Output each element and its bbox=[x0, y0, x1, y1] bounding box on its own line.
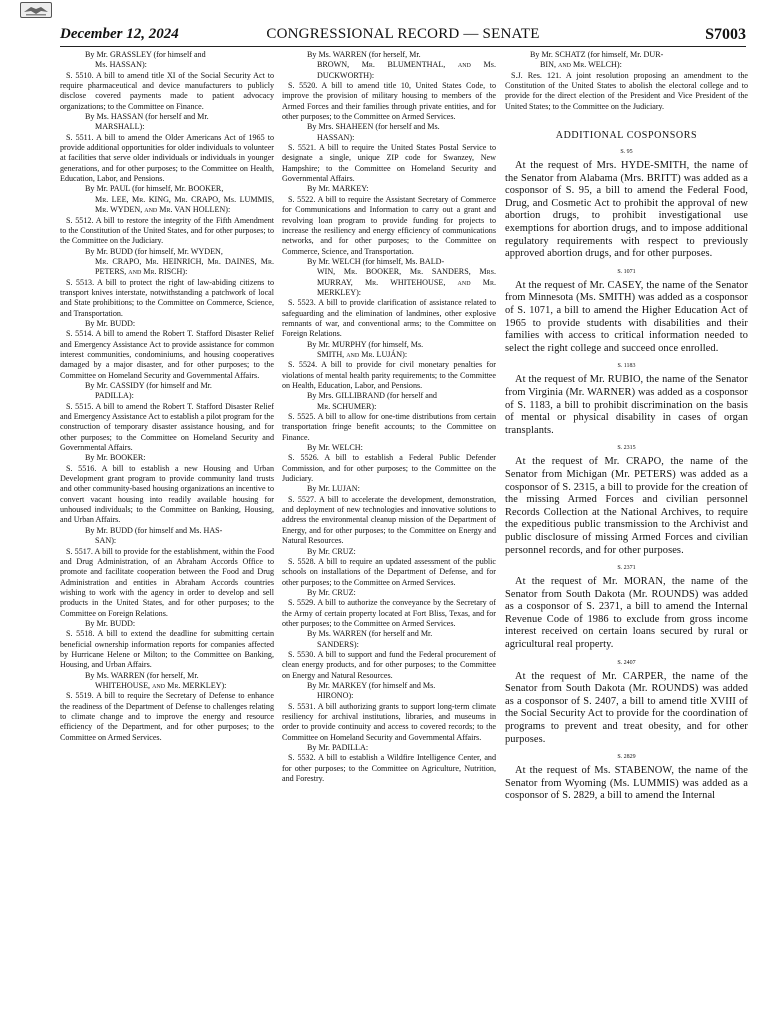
sponsor-intro-line: By Mr. CRUZ: bbox=[307, 587, 356, 597]
bill-text: S. 5511. A bill to amend the Older Americans Act of 1965 to provide additional opportunities for older individuals to volunteer at facilities that serve older individuals or individuals in younger generations, and for other purposes; to the Committee on Health, Education, Labor, and Pensions. bbox=[60, 132, 274, 184]
sponsor-intro-line: By Mr. WELCH (for himself, Ms. BALD- bbox=[307, 256, 445, 266]
cosponsor-bill-number: S. 2407 bbox=[617, 659, 636, 666]
cosponsor-bill-number: S. 2371 bbox=[617, 565, 636, 572]
sponsor-intro-line: By Mr. CRUZ: bbox=[307, 546, 356, 556]
sponsor-intro-line: By Mr. BUDD (for himself, Mr. WYDEN, bbox=[85, 246, 223, 256]
sponsor-intro bbox=[282, 50, 496, 81]
sponsor-intro-line: By Mrs. SHAHEEN (for herself and Ms. bbox=[307, 122, 440, 132]
bill-text: S. 5531. A bill authorizing grants to support long-term climate resiliency for archival institutions, libraries, and museums in order to provide continuity and access to covered records; to the Committee on Homeland Security and Governmental Affairs. bbox=[282, 701, 496, 742]
sponsor-intro bbox=[505, 50, 748, 71]
bill-text: S. 5519. A bill to require the Secretary of Defense to enhance the readiness of the Department of Defense to challenges relating to climate change and to improve the energy and resource efficiency of the Department, and for other purposes; to the Committee on Armed Services. bbox=[60, 691, 274, 742]
cosponsor-bill-number: S. 2829 bbox=[617, 754, 636, 761]
sponsor-intro-line: By Mrs. GILLIBRAND (for herself and bbox=[307, 391, 437, 401]
sponsor-intro bbox=[60, 671, 274, 692]
sponsor-intro-line: By Ms. WARREN (for herself, Mr. bbox=[85, 670, 199, 680]
sponsor-intro-line: By Mr. LUJAN: bbox=[307, 484, 360, 494]
sponsor-intro-line: By Mr. MARKEY: bbox=[307, 184, 369, 194]
sponsor-intro bbox=[60, 184, 274, 215]
section-title: ADDITIONAL COSPONSORS bbox=[555, 130, 698, 142]
sponsor-intro bbox=[282, 443, 496, 453]
sponsor-intro-cont: SMITH, and Mr. LUJÁN): bbox=[317, 349, 408, 359]
header-page-number: S7003 bbox=[705, 26, 746, 43]
sponsor-intro bbox=[60, 453, 274, 463]
cosponsor-text: At the request of Mr. MORAN, the name of the Senator from South Dakota (Mr. ROUNDS) was added as a cosponsor of S. 2371, a bill to amend the Internal Revenue Code of 1986 to exclude from gross income interest received on certain loans secured by rural or agricultural real property. bbox=[505, 576, 748, 651]
bill-text: S. 5525. A bill to allow for one-time distributions from certain transportation fringe benefit accounts; to the Committee on Finance. bbox=[282, 412, 496, 442]
sponsor-intro-line: By Mr. BUDD: bbox=[85, 618, 136, 628]
sponsor-intro-cont: HIRONO): bbox=[317, 691, 354, 701]
column-3 bbox=[505, 50, 748, 1020]
sponsor-intro bbox=[282, 257, 496, 298]
bill-text: S. 5523. A bill to provide clarification of assistance related to safeguarding and the elimination of landmines, other explosive remnants of war, and conventional arms; to the Committee on Foreign Relations. bbox=[282, 298, 496, 339]
sponsor-intro bbox=[60, 112, 274, 133]
sponsor-intro-cont: Mr. LEE, Mr. KING, Mr. CRAPO, Ms. LUMMIS, Mr. WYDEN, and Mr. VAN HOLLEN): bbox=[95, 194, 274, 215]
gpo-eagle-logo-icon bbox=[20, 2, 52, 18]
bill-text: S. 5527. A bill to accelerate the development, demonstration, and deployment of new technologies and innovative solutions to address the environmental cleanup mission of the Department of Energy, and for other purposes; to the Committee on Energy and Natural Resources. bbox=[282, 494, 496, 546]
sponsor-intro bbox=[282, 184, 496, 194]
bill-text: S. 5516. A bill to establish a new Housing and Urban Development grant program to provide community land trusts and other community-based housing organizations an incentive to convert vacant housing into readily available housing for unhoused individuals; to the Committee on Banking, Housing, and Urban Affairs. bbox=[60, 463, 274, 525]
sponsor-intro-line: By Mr. GRASSLEY (for himself and bbox=[85, 50, 206, 59]
cosponsor-bill-number: S. 95 bbox=[620, 149, 633, 156]
sponsor-intro-cont: HASSAN): bbox=[317, 132, 355, 142]
sponsor-intro-line: By Mr. PADILLA: bbox=[307, 743, 369, 753]
header-rule bbox=[60, 46, 746, 47]
sponsor-intro bbox=[282, 340, 496, 361]
sponsor-intro-line: By Ms. WARREN (for herself, Mr. bbox=[307, 50, 421, 59]
sponsor-intro-cont: SANDERS): bbox=[317, 639, 359, 649]
sponsor-intro-line: By Mr. MARKEY (for himself and Ms. bbox=[307, 680, 436, 690]
sponsor-intro-line: By Ms. HASSAN (for herself and Mr. bbox=[85, 112, 209, 122]
cosponsor-text: At the request of Mr. CARPER, the name of the Senator from South Dakota (Mr. ROUNDS) was added as a cosponsor of S. 2407, a bill to amend title XVIII of the Social Security Act to provide for the coordination of programs to prevent and treat obesity, and for other purposes. bbox=[505, 670, 748, 745]
sponsor-intro-cont: Ms. HASSAN): bbox=[95, 60, 147, 70]
bill-text: S. 5532. A bill to establish a Wildfire Intelligence Center, and for other purposes; to the Committee on Agriculture, Nutrition, and Forestry. bbox=[282, 753, 496, 784]
sponsor-intro-line: By Mr. SCHATZ (for himself, Mr. DUR- bbox=[530, 50, 664, 59]
page-header bbox=[60, 26, 746, 48]
sponsor-intro bbox=[282, 681, 496, 702]
sponsor-intro bbox=[282, 391, 496, 412]
sponsor-intro-line: By Mr. BUDD (for himself and Ms. HAS- bbox=[85, 525, 223, 535]
bill-text: S. 5510. A bill to amend title XI of the Social Security Act to require pharmaceutical and device manufacturers to publicly disclose covered payments made to patient advocacy organizations; to the Committee on Finance. bbox=[60, 70, 274, 111]
sponsor-intro bbox=[60, 619, 274, 629]
bill-text: S. 5515. A bill to amend the Robert T. Stafford Disaster Relief and Emergency Assistance Act to establish a pilot program for the construction of temporary disaster assistance housing, and for other purposes; to the Committee on Homeland Security and Governmental Affairs. bbox=[60, 401, 274, 453]
header-title: CONGRESSIONAL RECORD — SENATE bbox=[266, 26, 540, 42]
header-date: December 12, 2024 bbox=[60, 26, 179, 42]
sponsor-intro-cont: Mr. SCHUMER): bbox=[317, 401, 377, 411]
bill-text: S. 5514. A bill to amend the Robert T. Stafford Disaster Relief and Emergency Assistance Act to provide assistance for common interest communities, condominiums, and housing cooperatives damaged by a major disaster, and for other purposes; to the Committee on Homeland Security and Governmental Affairs. bbox=[60, 329, 274, 380]
bill-text: S. 5526. A bill to establish a Federal Public Defender Commission, and for other purposes; to the Committee on the Judiciary. bbox=[282, 453, 496, 484]
cosponsor-bill-number: S. 1183 bbox=[617, 363, 636, 370]
sponsor-intro-cont: WHITEHOUSE, and Mr. MERKLEY): bbox=[95, 680, 227, 690]
sponsor-intro bbox=[60, 526, 274, 547]
sponsor-intro-line: By Mr. CASSIDY (for himself and Mr. bbox=[85, 381, 212, 390]
sponsor-intro-cont: BIN, and Mr. WELCH): bbox=[540, 60, 622, 70]
sponsor-intro-cont: SAN): bbox=[95, 536, 117, 546]
sponsor-intro bbox=[60, 381, 274, 402]
bill-text: S. 5522. A bill to require the Assistant Secretary of Commerce for Communications and Information to carry out a grant and revolving loan program to provide funding for projects to increase the resiliency and energy efficiency of communications networks, and for other purposes; to the Committee on Commerce, Science, and Transportation. bbox=[282, 194, 496, 256]
resolution-text: S.J. Res. 121. A joint resolution proposing an amendment to the Constitution of the United States to abolish the electoral college and to provide for the direct election of the President and Vice President of the United States; to the Committee on the Judiciary. bbox=[505, 70, 748, 111]
bill-text: S. 5530. A bill to support and fund the Federal procurement of clean energy products, and for other purposes; to the Committee on Energy and Natural Resources. bbox=[282, 649, 496, 680]
sponsor-intro-cont: MARSHALL): bbox=[95, 122, 145, 132]
bill-text: S. 5521. A bill to require the United States Postal Service to designate a single, unique ZIP code for Swanzey, New Hampshire; to the Committee on Homeland Security and Governmental Affairs. bbox=[282, 143, 496, 184]
cosponsor-text: At the request of Ms. STABENOW, the name of the Senator from Wyoming (Ms. LUMMIS) was added as a cosponsor of S. 2829, a bill to amend the Internal bbox=[505, 765, 748, 802]
cosponsor-text: At the request of Mr. CRAPO, the name of the Senator from Michigan (Mr. PETERS) was added as a cosponsor of S. 2315, a bill to provide for the creation of the missing Armed Forces and civilian personnel Records Collection at the National Archives, to require the expeditious public transmission to the Archivist and public disclosure of missing Armed Forces and civilian personnel records, and for other purposes. bbox=[505, 456, 748, 556]
sponsor-intro-line: By Mr. BOOKER: bbox=[85, 453, 146, 463]
sponsor-intro bbox=[60, 247, 274, 278]
sponsor-intro-line: By Mr. BUDD: bbox=[85, 318, 136, 328]
sponsor-intro-cont: Mr. CRAPO, Mr. HEINRICH, Mr. DAINES, Mr. PETERS, and Mr. RISCH): bbox=[95, 256, 274, 277]
sponsor-intro-cont: WIN, Mr. BOOKER, Mr. SANDERS, Mrs. MURRAY, Mr. WHITEHOUSE, and Mr. MERKLEY): bbox=[317, 267, 496, 297]
cosponsor-bill-number: S. 2315 bbox=[617, 445, 636, 452]
bill-text: S. 5512. A bill to restore the integrity of the Fifth Amendment to the Constitution of the United States, and for other purposes; to the Committee on the Judiciary. bbox=[60, 215, 274, 246]
sponsor-intro bbox=[60, 319, 274, 329]
sponsor-intro bbox=[282, 743, 496, 753]
bill-text: S. 5518. A bill to extend the deadline for submitting certain beneficial ownership information reports for companies affected by Hurricane Helene or Milton; to the Committee on Banking, Housing, and Urban Affairs. bbox=[60, 629, 274, 670]
sponsor-intro-line: By Mr. PAUL (for himself, Mr. BOOKER, bbox=[85, 184, 224, 194]
column-2 bbox=[282, 50, 496, 1020]
sponsor-intro-line: By Ms. WARREN (for herself and Mr. bbox=[307, 629, 433, 639]
sponsor-intro bbox=[60, 50, 274, 71]
bill-text: S. 5513. A bill to protect the right of law-abiding citizens to transport knives interstate, notwithstanding a patchwork of local and State prohibitions; to the Committee on Commerce, Science, and Transportation. bbox=[60, 277, 274, 318]
sponsor-intro-line: By Mr. WELCH: bbox=[307, 443, 363, 453]
column-1 bbox=[60, 50, 274, 1020]
sponsor-intro bbox=[282, 588, 496, 598]
cosponsor-text: At the request of Mr. CASEY, the name of the Senator from Minnesota (Ms. SMITH) was added as a cosponsor of S. 1071, a bill to amend the Higher Education Act of 1965 to provide students with disabilities and their families with access to critical information needed to select the right college and succeed once enrolled. bbox=[505, 279, 748, 354]
cosponsor-bill-number: S. 1071 bbox=[617, 268, 636, 275]
sponsor-intro-cont: PADILLA): bbox=[95, 391, 134, 401]
sponsor-intro bbox=[282, 629, 496, 650]
cosponsor-text: At the request of Mrs. HYDE-SMITH, the name of the Senator from Alabama (Mrs. BRITT) was added as a cosponsor of S. 95, a bill to amend the Federal Food, Drug, and Cosmetic Act to prohibit the approval of new abortion drugs, to prohibit investigational use exemptions for abortion drugs, and to impose additional regulatory requirements with respect to previously approved abortion drugs, and for other purposes. bbox=[505, 160, 748, 260]
bill-text: S. 5520. A bill to amend title 10, United States Code, to improve the provision of military housing to members of the Armed Forces and their families through private entities, and for other purposes; to the Committee on Armed Services. bbox=[282, 81, 496, 122]
sponsor-intro-line: By Mr. MURPHY (for himself, Ms. bbox=[307, 339, 424, 349]
sponsor-intro bbox=[282, 547, 496, 557]
cosponsor-text: At the request of Mr. RUBIO, the name of the Senator from Virginia (Mr. WARNER) was added as a cosponsor of S. 1183, a bill to prohibit discrimination on the basis of mental or physical disability in cases of organ transplants. bbox=[505, 374, 748, 436]
bill-text: S. 5528. A bill to require an updated assessment of the public schools on installations of the Department of Defense, and for other purposes; to the Committee on Armed Services. bbox=[282, 556, 496, 587]
sponsor-intro bbox=[282, 484, 496, 494]
sponsor-intro bbox=[282, 122, 496, 143]
bill-text: S. 5529. A bill to authorize the conveyance by the Secretary of the Army of certain property located at Fort Bliss, Texas, and for other purposes; to the Committee on Armed Services. bbox=[282, 598, 496, 628]
bill-text: S. 5524. A bill to provide for civil monetary penalties for violations of mental health parity requirements; to the Committee on Health, Education, Labor, and Pensions. bbox=[282, 360, 496, 390]
bill-text: S. 5517. A bill to provide for the establishment, within the Food and Drug Administration, of an Abraham Accords Office to promote and facilitate cooperation between the Food and Drug Administration and entities in Abraham Accords countries wishing to work with the agency in order to develop and sell products in the United States, and for other purposes; to the Committee on Foreign Relations. bbox=[60, 546, 274, 618]
cosponsor-list bbox=[505, 149, 748, 803]
sponsor-intro-cont: BROWN, Mr. BLUMENTHAL, and Ms. DUCKWORTH): bbox=[317, 60, 496, 80]
